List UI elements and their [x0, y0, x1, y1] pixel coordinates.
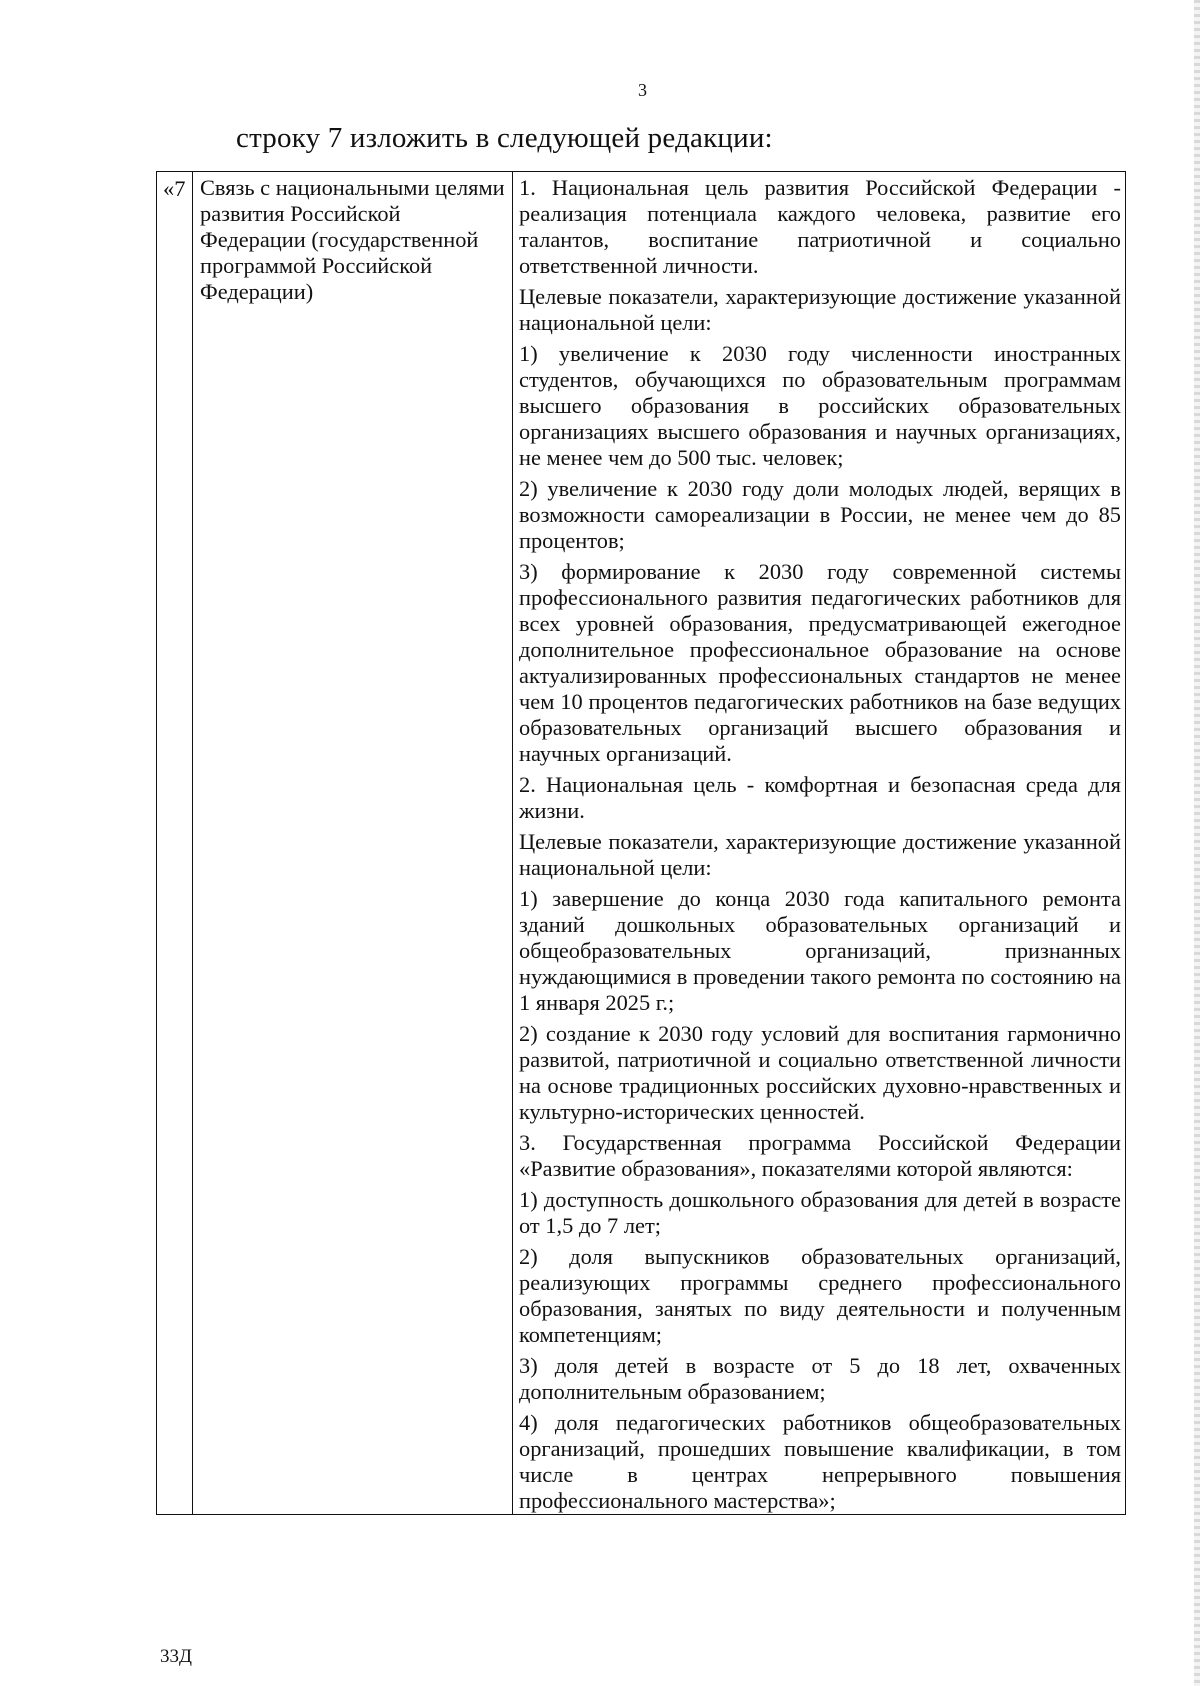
row-description-cell: [513, 172, 1126, 1515]
page-number: 3: [638, 80, 647, 100]
row-name-cell: Связь с национальными целями развития Российской Федерации (государственной программой Российской Федерации): [193, 172, 513, 1515]
paragraph: 1) увеличение к 2030 году численности иностранных студентов, обучающихся по образовательным программам высшего образования в российских образовательных организациях высшего образования и научных организациях, не менее чем до 500 тыс. человек;: [519, 341, 1121, 470]
row-number-cell: «7: [157, 172, 193, 1515]
paragraph: 3) формирование к 2030 году современной системы профессионального развития педагогических работников для всех уровней образования, предусматривающей ежегодное дополнительное профессиональное образование на основе актуализированных профессиональных стандартов не менее чем 10 процентов педагогических работников на базе ведущих образовательных организаций высшего образования и научных организаций.: [519, 559, 1121, 766]
paragraph: 2) создание к 2030 году условий для воспитания гармонично развитой, патриотичной и социально ответственной личности на основе традиционных российских духовно-нравственных и культурно-исторических ценностей.: [519, 1021, 1121, 1124]
amendment-table: [156, 171, 1126, 1515]
paragraph: 3) доля детей в возрасте от 5 до 18 лет, охваченных дополнительным образованием;: [519, 1353, 1121, 1404]
paragraph: 1) завершение до конца 2030 года капитального ремонта зданий дошкольных образовательных организаций и общеобразовательных организаций, признанных нуждающимися в проведении такого ремонта по состоянию на 1 января 2025 г.;: [519, 886, 1121, 1015]
paragraph: 2) доля выпускников образовательных организаций, реализующих программы среднего профессионального образования, занятых по виду деятельности и полученным компетенциям;: [519, 1244, 1121, 1347]
paragraph: 1. Национальная цель развития Российской Федерации - реализация потенциала каждого человека, развитие его талантов, воспитание патриотичной и социально ответственной личности.: [519, 175, 1121, 278]
paragraph: 4) доля педагогических работников общеобразовательных организаций, прошедших повышение квалификации, в том числе в центрах непрерывного повышения профессионального мастерства»;: [519, 1410, 1121, 1513]
paragraph: 2. Национальная цель - комфортная и безопасная среда для жизни.: [519, 772, 1121, 823]
paragraph: 2) увеличение к 2030 году доли молодых людей, верящих в возможности самореализации в России, не менее чем до 85 процентов;: [519, 476, 1121, 553]
paragraph: Целевые показатели, характеризующие достижение указанной национальной цели:: [519, 284, 1121, 335]
document-code: 33Д: [160, 1646, 192, 1667]
scan-edge-artifact: [1194, 0, 1200, 1686]
paragraph: 1) доступность дошкольного образования для детей в возрасте от 1,5 до 7 лет;: [519, 1187, 1121, 1238]
table-row: [157, 172, 1126, 1515]
paragraph: 3. Государственная программа Российской Федерации «Развитие образования», показателями которой являются:: [519, 1130, 1121, 1181]
amendment-heading: строку 7 изложить в следующей редакции:: [236, 122, 773, 154]
paragraph: Целевые показатели, характеризующие достижение указанной национальной цели:: [519, 829, 1121, 880]
